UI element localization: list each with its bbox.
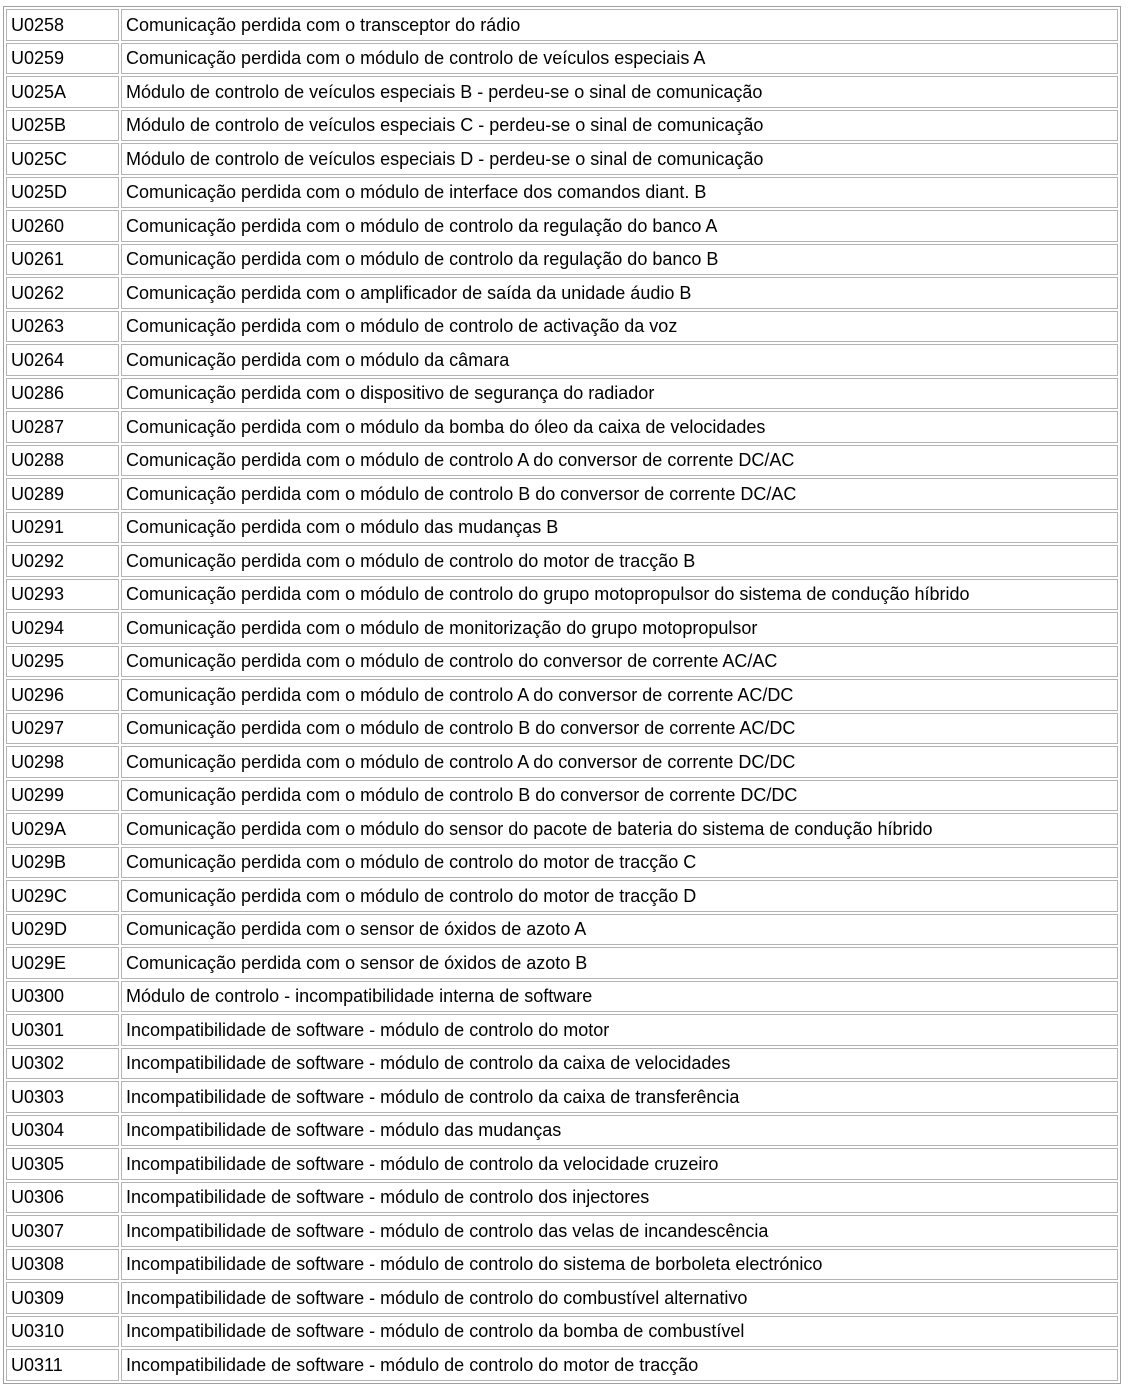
table-row <box>6 545 1118 577</box>
dtc-code-cell: U0300 <box>6 981 119 1013</box>
dtc-code-cell: U0261 <box>6 244 119 276</box>
dtc-code-cell: U0303 <box>6 1081 119 1113</box>
dtc-description-cell: Incompatibilidade de software - módulo de controlo do motor de tracção <box>121 1349 1118 1381</box>
table-row <box>6 880 1118 912</box>
dtc-code-cell: U0295 <box>6 646 119 678</box>
dtc-description-cell: Módulo de controlo de veículos especiais B - perdeu-se o sinal de comunicação <box>121 76 1118 108</box>
dtc-description-cell: Comunicação perdida com o módulo de controlo da regulação do banco A <box>121 210 1118 242</box>
dtc-table-body <box>6 9 1118 1381</box>
table-row <box>6 311 1118 343</box>
table-row <box>6 947 1118 979</box>
table-row <box>6 411 1118 443</box>
dtc-code-cell: U0262 <box>6 277 119 309</box>
dtc-description-cell: Incompatibilidade de software - módulo de controlo da caixa de velocidades <box>121 1048 1118 1080</box>
dtc-code-cell: U0307 <box>6 1215 119 1247</box>
dtc-description-cell: Comunicação perdida com o módulo de controlo do grupo motopropulsor do sistema de condução híbrido <box>121 579 1118 611</box>
table-row <box>6 612 1118 644</box>
table-row <box>6 981 1118 1013</box>
table-row <box>6 143 1118 175</box>
dtc-description-cell: Comunicação perdida com o módulo de controlo A do conversor de corrente AC/DC <box>121 679 1118 711</box>
dtc-code-cell: U0289 <box>6 478 119 510</box>
dtc-code-cell: U0287 <box>6 411 119 443</box>
dtc-code-cell: U0302 <box>6 1048 119 1080</box>
dtc-description-cell: Módulo de controlo de veículos especiais D - perdeu-se o sinal de comunicação <box>121 143 1118 175</box>
table-row <box>6 1282 1118 1314</box>
dtc-code-cell: U0305 <box>6 1148 119 1180</box>
table-row <box>6 445 1118 477</box>
dtc-description-cell: Comunicação perdida com o módulo de controlo B do conversor de corrente AC/DC <box>121 713 1118 745</box>
dtc-description-cell: Comunicação perdida com o módulo de controlo do motor de tracção C <box>121 847 1118 879</box>
dtc-code-cell: U025C <box>6 143 119 175</box>
table-row <box>6 646 1118 678</box>
table-row <box>6 478 1118 510</box>
dtc-description-cell: Incompatibilidade de software - módulo de controlo do motor <box>121 1014 1118 1046</box>
dtc-code-cell: U0288 <box>6 445 119 477</box>
table-row <box>6 1014 1118 1046</box>
dtc-description-cell: Comunicação perdida com o sensor de óxidos de azoto B <box>121 947 1118 979</box>
dtc-description-cell: Incompatibilidade de software - módulo de controlo das velas de incandescência <box>121 1215 1118 1247</box>
dtc-code-cell: U0306 <box>6 1182 119 1214</box>
dtc-code-cell: U025A <box>6 76 119 108</box>
table-row <box>6 1048 1118 1080</box>
dtc-description-cell: Comunicação perdida com o módulo de controlo B do conversor de corrente DC/DC <box>121 780 1118 812</box>
table-row <box>6 1182 1118 1214</box>
table-row <box>6 277 1118 309</box>
table-row <box>6 579 1118 611</box>
table-row <box>6 1349 1118 1381</box>
table-row <box>6 344 1118 376</box>
table-row <box>6 76 1118 108</box>
dtc-code-cell: U0286 <box>6 378 119 410</box>
dtc-description-cell: Comunicação perdida com o amplificador de saída da unidade áudio B <box>121 277 1118 309</box>
dtc-code-table <box>3 6 1121 1384</box>
dtc-description-cell: Incompatibilidade de software - módulo das mudanças <box>121 1115 1118 1147</box>
dtc-code-cell: U0258 <box>6 9 119 41</box>
table-row <box>6 1215 1118 1247</box>
dtc-description-cell: Comunicação perdida com o módulo de controlo B do conversor de corrente DC/AC <box>121 478 1118 510</box>
dtc-description-cell: Incompatibilidade de software - módulo de controlo do combustível alternativo <box>121 1282 1118 1314</box>
dtc-code-cell: U0259 <box>6 43 119 75</box>
dtc-code-cell: U0308 <box>6 1249 119 1281</box>
dtc-code-cell: U0260 <box>6 210 119 242</box>
dtc-code-cell: U0294 <box>6 612 119 644</box>
dtc-description-cell: Módulo de controlo de veículos especiais C - perdeu-se o sinal de comunicação <box>121 110 1118 142</box>
dtc-code-cell: U0264 <box>6 344 119 376</box>
table-row <box>6 1249 1118 1281</box>
dtc-description-cell: Comunicação perdida com o módulo de controlo A do conversor de corrente DC/AC <box>121 445 1118 477</box>
dtc-code-cell: U025B <box>6 110 119 142</box>
table-row <box>6 210 1118 242</box>
dtc-description-cell: Incompatibilidade de software - módulo de controlo do sistema de borboleta electrónico <box>121 1249 1118 1281</box>
table-row <box>6 9 1118 41</box>
dtc-description-cell: Comunicação perdida com o módulo da câmara <box>121 344 1118 376</box>
dtc-code-cell: U0310 <box>6 1316 119 1348</box>
table-row <box>6 780 1118 812</box>
dtc-code-cell: U0297 <box>6 713 119 745</box>
dtc-code-cell: U0311 <box>6 1349 119 1381</box>
dtc-description-cell: Comunicação perdida com o módulo de controlo da regulação do banco B <box>121 244 1118 276</box>
dtc-code-cell: U029A <box>6 813 119 845</box>
table-row <box>6 177 1118 209</box>
dtc-description-cell: Comunicação perdida com o módulo da bomba do óleo da caixa de velocidades <box>121 411 1118 443</box>
dtc-description-cell: Comunicação perdida com o módulo de controlo de activação da voz <box>121 311 1118 343</box>
table-row <box>6 1316 1118 1348</box>
table-row <box>6 813 1118 845</box>
dtc-description-cell: Comunicação perdida com o dispositivo de segurança do radiador <box>121 378 1118 410</box>
dtc-description-cell: Comunicação perdida com o módulo de controlo do motor de tracção D <box>121 880 1118 912</box>
dtc-description-cell: Comunicação perdida com o módulo das mudanças B <box>121 512 1118 544</box>
dtc-description-cell: Comunicação perdida com o módulo de monitorização do grupo motopropulsor <box>121 612 1118 644</box>
dtc-description-cell: Comunicação perdida com o módulo de interface dos comandos diant. B <box>121 177 1118 209</box>
dtc-code-cell: U029E <box>6 947 119 979</box>
dtc-code-cell: U0304 <box>6 1115 119 1147</box>
dtc-description-cell: Comunicação perdida com o módulo de controlo do motor de tracção B <box>121 545 1118 577</box>
table-row <box>6 1115 1118 1147</box>
dtc-code-cell: U0292 <box>6 545 119 577</box>
dtc-code-cell: U029C <box>6 880 119 912</box>
dtc-code-cell: U025D <box>6 177 119 209</box>
dtc-description-cell: Comunicação perdida com o módulo de controlo do conversor de corrente AC/AC <box>121 646 1118 678</box>
dtc-description-cell: Comunicação perdida com o módulo de controlo de veículos especiais A <box>121 43 1118 75</box>
dtc-description-cell: Comunicação perdida com o sensor de óxidos de azoto A <box>121 914 1118 946</box>
table-row <box>6 378 1118 410</box>
dtc-description-cell: Incompatibilidade de software - módulo de controlo dos injectores <box>121 1182 1118 1214</box>
dtc-description-cell: Incompatibilidade de software - módulo de controlo da bomba de combustível <box>121 1316 1118 1348</box>
table-row <box>6 679 1118 711</box>
dtc-description-cell: Comunicação perdida com o módulo de controlo A do conversor de corrente DC/DC <box>121 746 1118 778</box>
table-row <box>6 512 1118 544</box>
table-row <box>6 847 1118 879</box>
dtc-code-cell: U0293 <box>6 579 119 611</box>
dtc-code-cell: U0291 <box>6 512 119 544</box>
dtc-code-cell: U0298 <box>6 746 119 778</box>
table-row <box>6 1148 1118 1180</box>
dtc-description-cell: Incompatibilidade de software - módulo de controlo da velocidade cruzeiro <box>121 1148 1118 1180</box>
dtc-description-cell: Módulo de controlo - incompatibilidade interna de software <box>121 981 1118 1013</box>
dtc-description-cell: Comunicação perdida com o módulo do sensor do pacote de bateria do sistema de condução híbrido <box>121 813 1118 845</box>
dtc-code-cell: U029B <box>6 847 119 879</box>
dtc-code-cell: U0296 <box>6 679 119 711</box>
table-row <box>6 110 1118 142</box>
table-row <box>6 746 1118 778</box>
table-row <box>6 1081 1118 1113</box>
dtc-code-cell: U0263 <box>6 311 119 343</box>
table-row <box>6 43 1118 75</box>
table-row <box>6 713 1118 745</box>
dtc-description-cell: Comunicação perdida com o transceptor do rádio <box>121 9 1118 41</box>
dtc-code-cell: U0301 <box>6 1014 119 1046</box>
table-row <box>6 914 1118 946</box>
dtc-code-cell: U0309 <box>6 1282 119 1314</box>
dtc-description-cell: Incompatibilidade de software - módulo de controlo da caixa de transferência <box>121 1081 1118 1113</box>
table-row <box>6 244 1118 276</box>
dtc-code-cell: U029D <box>6 914 119 946</box>
dtc-code-cell: U0299 <box>6 780 119 812</box>
